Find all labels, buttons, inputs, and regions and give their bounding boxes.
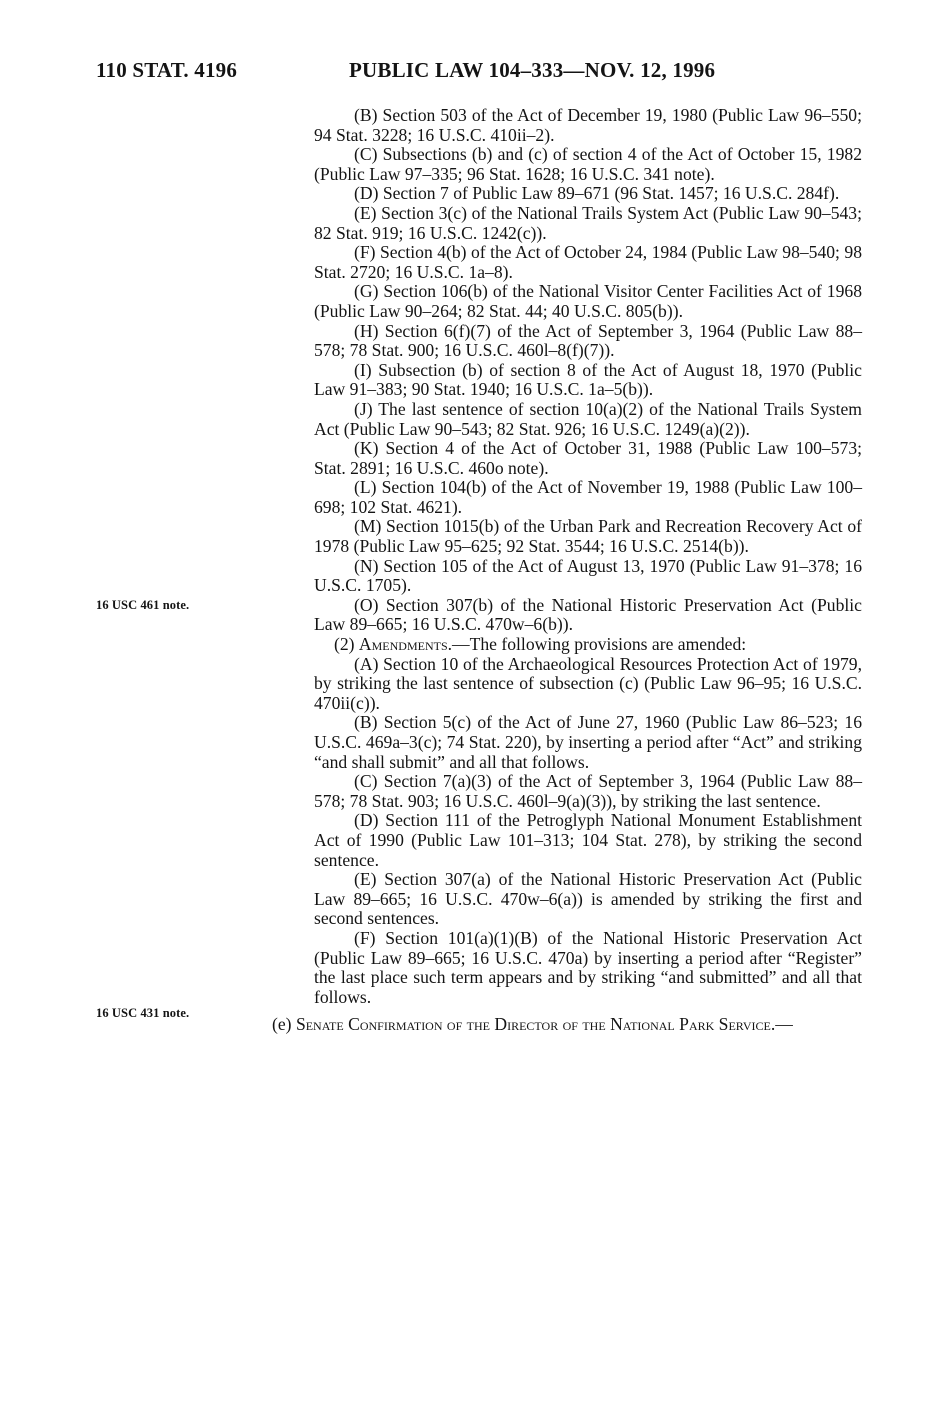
repeal-paragraph-c: (C) Subsections (b) and (c) of section 4 of the Act of October 15, 1982 (Public Law 97–335; 96 Stat. 1628; 16 U.S.C. 341 note).	[314, 144, 862, 184]
repeal-paragraph-m: (M) Section 1015(b) of the Urban Park and Recreation Recovery Act of 1978 (Public Law 95–625; 92 Stat. 3544; 16 U.S.C. 2514(b)).	[314, 516, 862, 557]
amend-paragraph-a: (A) Section 10 of the Archaeological Resources Protection Act of 1979, by striking the last sentence of subsection (c) (Public Law 96–95; 16 U.S.C. 470ii(c)).	[314, 653, 862, 713]
amend-paragraph-e: (E) Section 307(a) of the National Historic Preservation Act (Public Law 89–665; 16 U.S.C. 470w–6(a)) is amended by striking the first and second sentences.	[314, 869, 862, 929]
stat-reference: 110 STAT. 4196	[96, 58, 238, 82]
law-title: PUBLIC LAW 104–333—NOV. 12, 1996	[349, 58, 716, 82]
section-e-dash: .—	[770, 1014, 793, 1035]
margin-note: 16 USC 461 note.	[96, 598, 190, 612]
amendments-label: Amendments	[358, 634, 448, 655]
repeal-paragraph-k: (K) Section 4 of the Act of October 31, 1988 (Public Law 100–573; Stat. 2891; 16 U.S.C. 460o note).	[314, 438, 862, 478]
repeal-paragraph-e: (E) Section 3(c) of the National Trails System Act (Public Law 90–543; 82 Stat. 919; 16 U.S.C. 1242(c)).	[314, 202, 862, 243]
section-e-title: Senate Confirmation of the Director of the National Park Service	[295, 1014, 771, 1035]
body-text	[272, 105, 862, 1035]
page-header	[0, 58, 949, 88]
repeal-paragraph-j: (J) The last sentence of section 10(a)(2) of the National Trails System Act (Public Law 90–543; 82 Stat. 926; 16 U.S.C. 1249(a)(2)).	[314, 398, 862, 439]
amend-paragraph-c: (C) Section 7(a)(3) of the Act of September 3, 1964 (Public Law 88–578; 78 Stat. 903; 16 U.S.C. 460l–9(a)(3)), by striking the last sentence.	[314, 771, 862, 811]
amendments-heading	[314, 635, 862, 655]
repeal-paragraph-d: (D) Section 7 of Public Law 89–671 (96 Stat. 1457; 16 U.S.C. 284f).	[354, 183, 840, 204]
senate-confirmation-heading	[232, 1015, 862, 1035]
margin-note: 16 USC 431 note.	[96, 1006, 190, 1020]
amend-paragraph-d: (D) Section 111 of the Petroglyph National Monument Establishment Act of 1990 (Public Law 101–313; 104 Stat. 278), by striking the second sentence.	[314, 810, 862, 870]
amendments-number: (2)	[334, 634, 355, 655]
repeal-paragraph-o: (O) Section 307(b) of the National Historic Preservation Act (Public Law 89–665; 16 U.S.C. 470w–6(b)).	[314, 594, 862, 635]
repeal-paragraph-h: (H) Section 6(f)(7) of the Act of September 3, 1964 (Public Law 88–578; 78 Stat. 900; 16 U.S.C. 460l–8(f)(7)).	[314, 320, 862, 361]
repeal-paragraph-i: (I) Subsection (b) of section 8 of the Act of August 18, 1970 (Public Law 91–383; 90 Stat. 1940; 16 U.S.C. 1a–5(b)).	[314, 359, 862, 400]
amend-paragraph-b: (B) Section 5(c) of the Act of June 27, 1960 (Public Law 86–523; 16 U.S.C. 469a–3(c); 74 Stat. 220), by inserting a period after “Act” and striking “and shall submit” and all that follows.	[314, 712, 862, 772]
repeal-paragraph-f: (F) Section 4(b) of the Act of October 24, 1984 (Public Law 98–540; 98 Stat. 2720; 16 U.S.C. 1a–8).	[314, 242, 862, 282]
repeal-paragraph-b: (B) Section 503 of the Act of December 19, 1980 (Public Law 96–550; 94 Stat. 3228; 16 U.S.C. 410ii–2).	[314, 105, 862, 145]
amendments-intro: .—The following provisions are amended:	[447, 634, 747, 655]
amend-paragraph-f: (F) Section 101(a)(1)(B) of the National Historic Preservation Act (Public Law 89–665; 16 U.S.C. 470a) by inserting a period after “Register” the last place such term appears and by striking “and submitted” and all that follows.	[314, 927, 862, 1007]
repeal-paragraph-n: (N) Section 105 of the Act of August 13, 1970 (Public Law 91–378; 16 U.S.C. 1705).	[314, 555, 862, 596]
repeal-paragraph-g: (G) Section 106(b) of the National Visitor Center Facilities Act of 1968 (Public Law 90–264; 82 Stat. 44; 40 U.S.C. 805(b)).	[314, 281, 862, 321]
section-e-number: (e)	[272, 1014, 292, 1035]
repeal-paragraph-l: (L) Section 104(b) of the Act of November 19, 1988 (Public Law 100–698; 102 Stat. 4621).	[314, 477, 862, 517]
